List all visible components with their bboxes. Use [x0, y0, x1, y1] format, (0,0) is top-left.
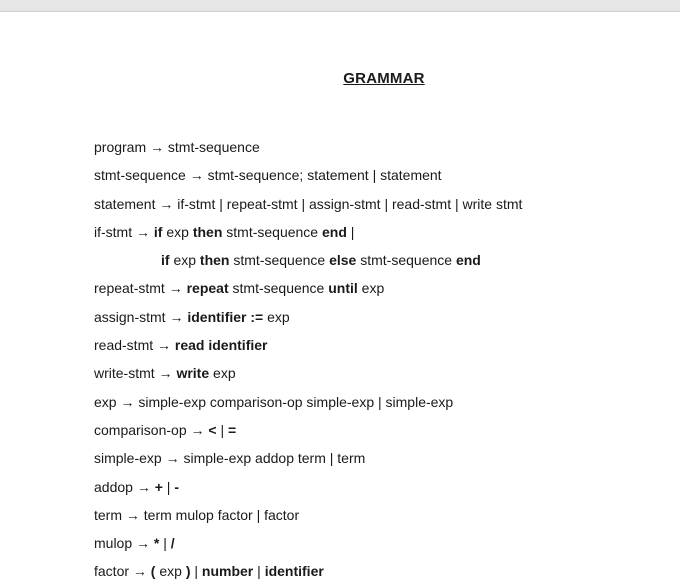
document-page	[0, 12, 680, 584]
grammar-rule	[94, 133, 522, 161]
grammar-rule	[94, 416, 522, 444]
grammar-rule	[94, 557, 522, 585]
rule-keyword: )	[185, 563, 191, 580]
rule-text: exp	[209, 365, 236, 382]
grammar-rule	[94, 444, 522, 472]
rule-text: exp	[162, 223, 193, 240]
rule-text: exp	[169, 252, 200, 269]
rule-text: |	[159, 535, 171, 552]
viewer-top-bar	[0, 0, 680, 12]
rule-keyword: if	[153, 223, 163, 240]
rule-keyword: write	[176, 365, 210, 382]
rule-keyword: =	[228, 421, 237, 438]
grammar-rule	[94, 331, 522, 359]
rule-keyword: read identifier	[174, 337, 268, 354]
rule-keyword: end	[455, 252, 481, 269]
grammar-rule	[94, 359, 522, 387]
rule-text: mulop →	[94, 535, 154, 552]
grammar-rule	[94, 388, 522, 416]
rule-text: exp	[263, 308, 290, 325]
rule-keyword: then	[192, 223, 223, 240]
grammar-rule	[94, 501, 522, 529]
rule-text: simple-exp → simple-exp addop term | term	[94, 450, 366, 467]
rule-text: comparison-op →	[94, 421, 209, 438]
rule-keyword: number	[201, 563, 254, 580]
grammar-rule	[94, 161, 522, 189]
rule-text: stmt-sequence	[228, 280, 329, 297]
grammar-rule	[94, 218, 522, 246]
rule-text: program → stmt-sequence	[94, 139, 260, 155]
rule-text: factor →	[94, 563, 151, 580]
rule-keyword: *	[153, 535, 160, 552]
rule-text: repeat-stmt →	[94, 280, 187, 297]
grammar-rule	[94, 303, 522, 331]
rule-keyword: end	[321, 223, 347, 240]
rule-keyword: -	[174, 478, 179, 495]
rule-text: |	[253, 563, 265, 580]
grammar-rule-continuation	[94, 246, 522, 274]
rule-text: stmt-sequence	[356, 252, 456, 269]
grammar-rule	[94, 473, 522, 501]
grammar-rule	[94, 529, 522, 557]
rule-text: statement → if-stmt | repeat-stmt | assign-stmt | read-stmt | write stmt	[94, 195, 523, 212]
rule-text: |	[216, 421, 228, 438]
rule-text: |	[162, 478, 175, 495]
rule-text: |	[190, 563, 202, 580]
rule-text: exp → simple-exp comparison-op simple-exp | simple-exp	[94, 393, 454, 410]
rule-keyword: repeat	[186, 280, 229, 297]
document-title: GRAMMAR	[343, 70, 425, 87]
rule-text: exp	[155, 563, 186, 580]
rule-keyword: identifier	[264, 563, 324, 580]
rule-keyword: else	[329, 252, 357, 269]
rule-text: stmt-sequence → stmt-sequence; statement | statement	[94, 167, 442, 184]
grammar-rule	[94, 274, 522, 302]
rule-text: exp	[357, 280, 385, 297]
rule-text: if-stmt →	[94, 223, 154, 240]
rule-keyword: then	[199, 252, 230, 269]
rule-text: read-stmt →	[94, 337, 175, 354]
rule-keyword: /	[170, 535, 175, 552]
rule-keyword: identifier :=	[187, 308, 264, 325]
rule-keyword: (	[150, 563, 156, 580]
rule-keyword: +	[154, 478, 163, 495]
rule-text: assign-stmt →	[94, 308, 188, 325]
rule-text: write-stmt →	[94, 365, 177, 382]
rule-text: addop →	[94, 478, 155, 495]
grammar-rule	[94, 190, 522, 218]
rule-text: |	[346, 223, 355, 240]
grammar-rules	[94, 133, 522, 586]
rule-keyword: if	[161, 252, 170, 269]
rule-keyword: <	[208, 421, 217, 438]
rule-text: stmt-sequence	[222, 223, 322, 240]
rule-text: term → term mulop factor | factor	[94, 506, 300, 523]
rule-text: stmt-sequence	[229, 252, 330, 269]
rule-keyword: until	[328, 280, 358, 297]
